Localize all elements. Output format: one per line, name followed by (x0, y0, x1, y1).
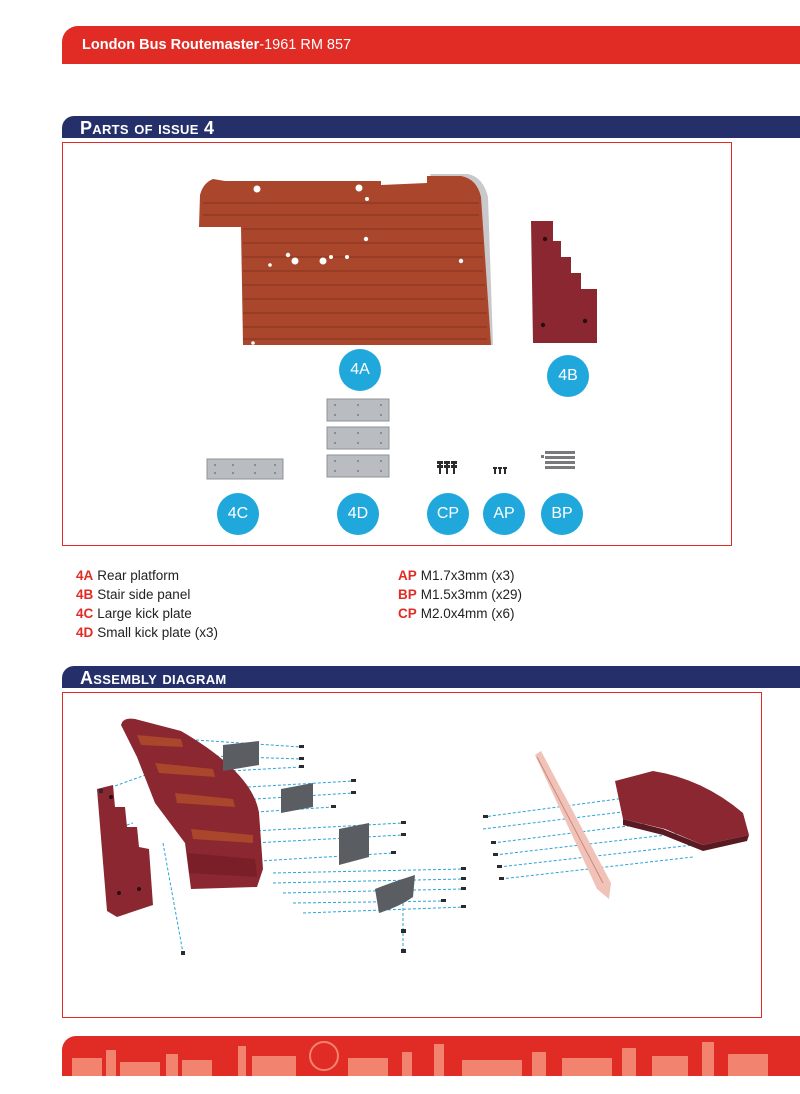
header-title-rest: -1961 RM 857 (259, 37, 352, 53)
legend-item: 4C Large kick plate (76, 606, 192, 621)
legend-item: 4D Small kick plate (x3) (76, 625, 219, 640)
badge-bp: BP (541, 493, 583, 535)
assembly-section-bar (62, 666, 800, 688)
bp-screws-part (541, 451, 575, 469)
parts-section-bar (62, 116, 800, 138)
assembly-frame (62, 692, 762, 1018)
header-bar (62, 26, 800, 64)
page-header-title (82, 37, 351, 53)
assembly-section-title: Assembly diagram (80, 668, 227, 688)
london-skyline-icon (62, 1036, 800, 1076)
parts-legend-left (76, 566, 218, 642)
parts-frame (62, 142, 732, 546)
rear-platform-part (199, 174, 493, 345)
legend-item: CP M2.0x4mm (x6) (398, 606, 515, 621)
legend-item: BP M1.5x3mm (x29) (398, 587, 523, 602)
badge-ap: AP (483, 493, 525, 535)
badge-4b: 4B (547, 355, 589, 397)
badge-4c: 4C (217, 493, 259, 535)
parts-legend-right (398, 566, 522, 623)
cp-screws-part (437, 461, 457, 474)
legend-item: AP M1.7x3mm (x3) (398, 568, 515, 583)
top-margin (0, 0, 800, 26)
stair-side-panel-part (531, 221, 597, 343)
legend-item: 4A Rear platform (76, 568, 180, 583)
badge-cp: CP (427, 493, 469, 535)
small-kick-plates-part (327, 399, 389, 477)
badge-4a: 4A (339, 349, 381, 391)
large-kick-plate-part (207, 459, 283, 479)
assembly-illustration (63, 693, 761, 1017)
legend-item: 4B Stair side panel (76, 587, 191, 602)
badge-4d: 4D (337, 493, 379, 535)
parts-section-title: Parts of issue 4 (80, 118, 215, 138)
header-title-bold: London Bus Routemaster (82, 37, 260, 53)
footer-skyline-bar (62, 1036, 800, 1076)
parts-illustration (63, 143, 731, 545)
side-panel-assembly (97, 785, 153, 917)
rear-platform-assembly (535, 751, 749, 899)
ap-screws-part (493, 467, 507, 474)
